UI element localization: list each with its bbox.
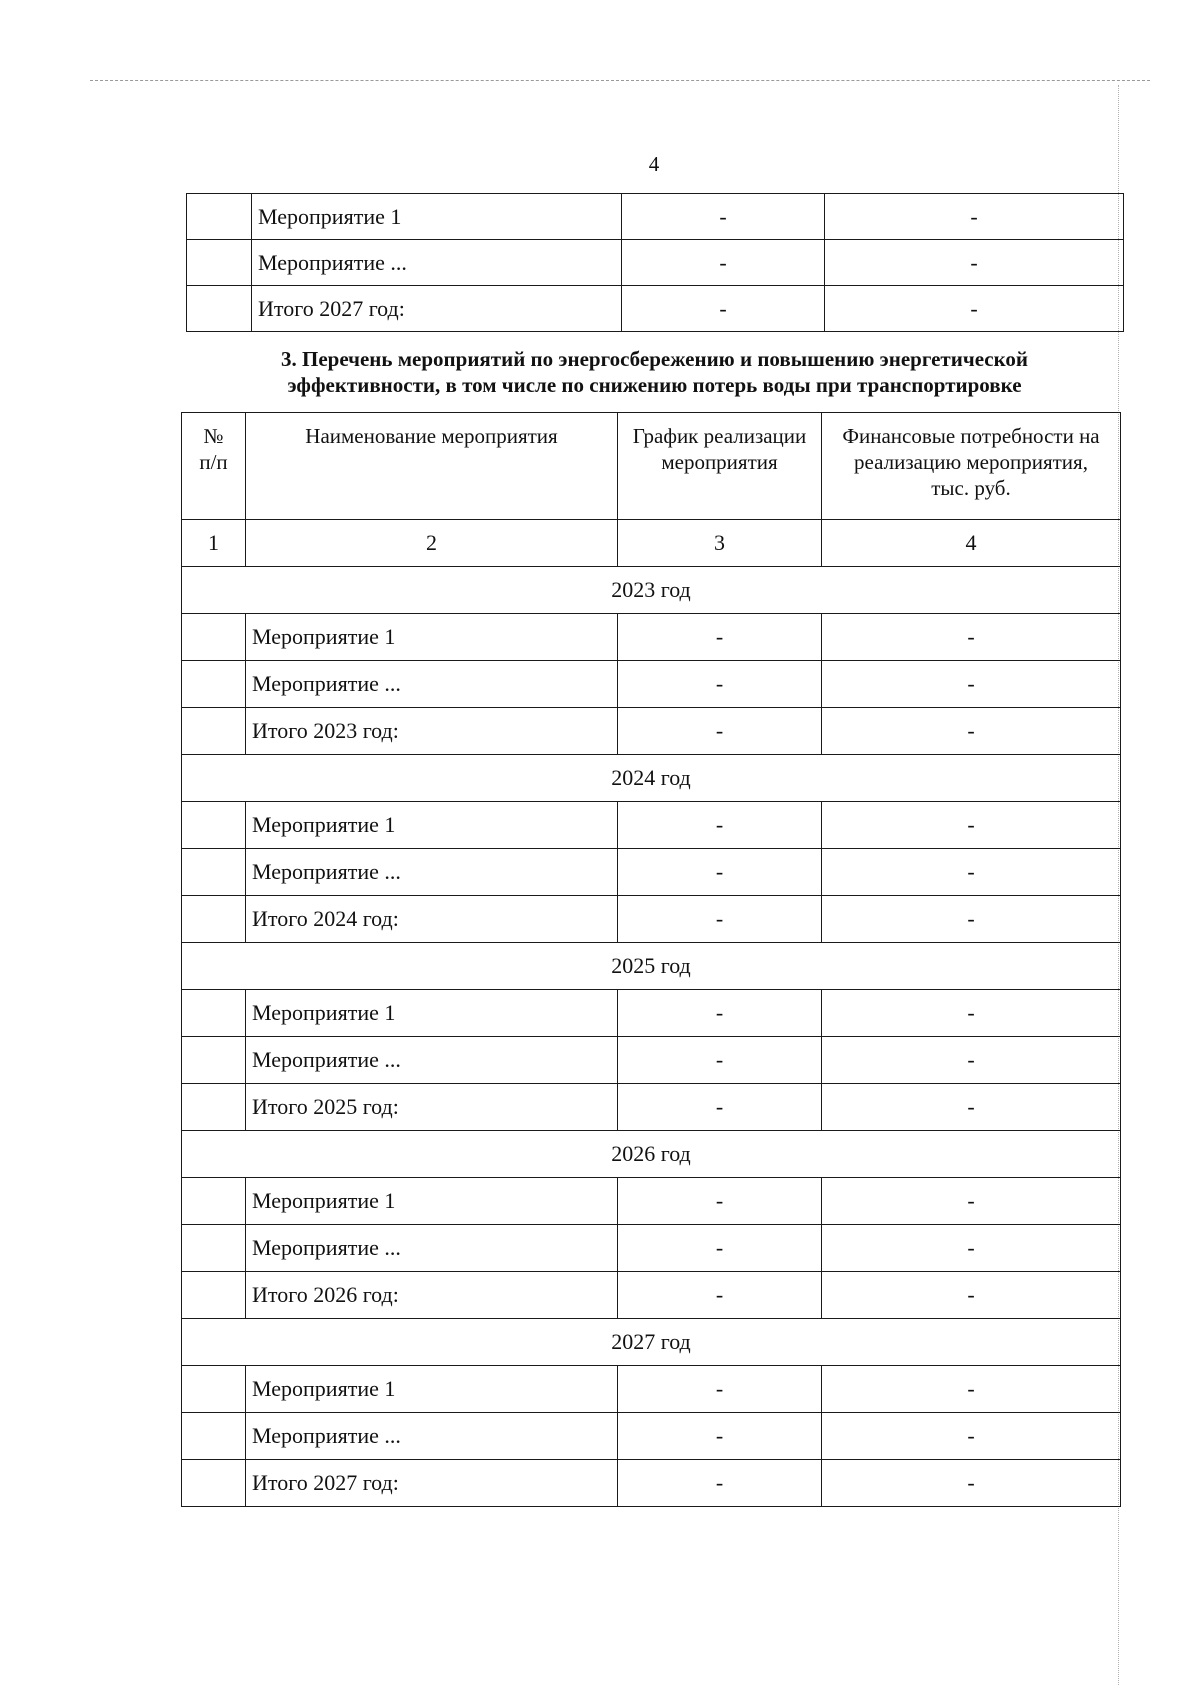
year-label: 2023 год bbox=[182, 567, 1121, 614]
year-row bbox=[182, 1319, 1121, 1366]
total-name-cell: Итого 2025 год: bbox=[246, 1084, 618, 1131]
finance-cell: - bbox=[822, 802, 1121, 849]
finance-cell: - bbox=[822, 1366, 1121, 1413]
measure-name-cell: Мероприятие ... bbox=[246, 1413, 618, 1460]
row-number-cell bbox=[182, 1084, 246, 1131]
row-number-cell bbox=[182, 1366, 246, 1413]
finance-cell: - bbox=[822, 708, 1121, 755]
finance-cell: - bbox=[822, 990, 1121, 1037]
finance-cell: - bbox=[822, 1460, 1121, 1507]
finance-cell: - bbox=[825, 286, 1124, 332]
finance-cell: - bbox=[822, 1084, 1121, 1131]
row-number-cell bbox=[182, 1413, 246, 1460]
schedule-cell: - bbox=[618, 1178, 822, 1225]
row-number-cell bbox=[187, 194, 252, 240]
header-text: мероприятия bbox=[661, 450, 778, 474]
column-number: 2 bbox=[246, 520, 618, 567]
measure-name-cell: Мероприятие 1 bbox=[246, 990, 618, 1037]
schedule-cell: - bbox=[618, 849, 822, 896]
measure-name-cell: Мероприятие ... bbox=[246, 1037, 618, 1084]
total-name-cell: Итого 2023 год: bbox=[246, 708, 618, 755]
year-label: 2027 год bbox=[182, 1319, 1121, 1366]
row-number-cell bbox=[182, 1225, 246, 1272]
schedule-cell: - bbox=[622, 194, 825, 240]
header-text: Наименование мероприятия bbox=[305, 424, 558, 448]
measure-name-cell: Мероприятие ... bbox=[246, 1225, 618, 1272]
row-number-cell bbox=[182, 802, 246, 849]
row-number-cell bbox=[182, 1460, 246, 1507]
total-name-cell: Итого 2027 год: bbox=[246, 1460, 618, 1507]
table-row bbox=[187, 194, 1124, 240]
table-row bbox=[182, 661, 1121, 708]
table-row bbox=[182, 1413, 1121, 1460]
finance-cell: - bbox=[822, 661, 1121, 708]
table-row bbox=[182, 1037, 1121, 1084]
column-number: 4 bbox=[822, 520, 1121, 567]
schedule-cell: - bbox=[618, 1460, 822, 1507]
measure-name-cell: Мероприятие ... bbox=[246, 849, 618, 896]
table-header-row bbox=[182, 413, 1121, 520]
schedule-cell: - bbox=[622, 286, 825, 332]
row-number-cell bbox=[187, 286, 252, 332]
schedule-cell: - bbox=[618, 1413, 822, 1460]
column-number: 3 bbox=[618, 520, 822, 567]
schedule-cell: - bbox=[618, 661, 822, 708]
header-text: Финансовые потребности на bbox=[842, 424, 1100, 448]
table-row bbox=[182, 708, 1121, 755]
table-row bbox=[182, 1225, 1121, 1272]
schedule-cell: - bbox=[618, 896, 822, 943]
schedule-cell: - bbox=[618, 990, 822, 1037]
finance-cell: - bbox=[822, 1272, 1121, 1319]
measure-name-cell: Мероприятие 1 bbox=[246, 614, 618, 661]
row-number-cell bbox=[182, 849, 246, 896]
section-title bbox=[186, 346, 1123, 398]
table-row bbox=[182, 849, 1121, 896]
measure-name-cell: Мероприятие ... bbox=[252, 240, 622, 286]
schedule-cell: - bbox=[618, 614, 822, 661]
table-row bbox=[187, 240, 1124, 286]
row-number-cell bbox=[182, 1178, 246, 1225]
section-title-line: эффективности, в том числе по снижению потерь воды при транспортировке bbox=[287, 373, 1022, 397]
year-row bbox=[182, 943, 1121, 990]
schedule-cell: - bbox=[618, 1366, 822, 1413]
finance-cell: - bbox=[822, 849, 1121, 896]
column-number-row bbox=[182, 520, 1121, 567]
header-finance bbox=[822, 413, 1121, 520]
table-row bbox=[182, 990, 1121, 1037]
column-number: 1 bbox=[182, 520, 246, 567]
year-label: 2024 год bbox=[182, 755, 1121, 802]
year-row bbox=[182, 1131, 1121, 1178]
finance-cell: - bbox=[822, 1178, 1121, 1225]
header-text: тыс. руб. bbox=[931, 476, 1011, 500]
table-row bbox=[182, 614, 1121, 661]
row-number-cell bbox=[182, 1272, 246, 1319]
row-number-cell bbox=[182, 1037, 246, 1084]
table-row bbox=[187, 286, 1124, 332]
finance-cell: - bbox=[822, 1037, 1121, 1084]
header-name bbox=[246, 413, 618, 520]
measure-name-cell: Мероприятие 1 bbox=[246, 1366, 618, 1413]
row-number-cell bbox=[187, 240, 252, 286]
table-row bbox=[182, 1460, 1121, 1507]
finance-cell: - bbox=[822, 896, 1121, 943]
year-label: 2026 год bbox=[182, 1131, 1121, 1178]
header-text: № bbox=[203, 424, 224, 448]
table-row bbox=[182, 1084, 1121, 1131]
row-number-cell bbox=[182, 896, 246, 943]
header-text: График реализации bbox=[632, 424, 807, 448]
schedule-cell: - bbox=[618, 1225, 822, 1272]
header-text: реализацию мероприятия, bbox=[854, 450, 1088, 474]
scan-top-rule bbox=[90, 80, 1150, 81]
schedule-cell: - bbox=[618, 802, 822, 849]
total-name-cell: Итого 2027 год: bbox=[252, 286, 622, 332]
header-text: п/п bbox=[199, 450, 228, 474]
row-number-cell bbox=[182, 661, 246, 708]
table-row bbox=[182, 1272, 1121, 1319]
measure-name-cell: Мероприятие 1 bbox=[246, 802, 618, 849]
header-num bbox=[182, 413, 246, 520]
finance-cell: - bbox=[822, 1225, 1121, 1272]
header-schedule bbox=[618, 413, 822, 520]
schedule-cell: - bbox=[622, 240, 825, 286]
measures-table bbox=[181, 412, 1121, 1507]
carry-over-table bbox=[186, 193, 1124, 332]
row-number-cell bbox=[182, 990, 246, 1037]
row-number-cell bbox=[182, 708, 246, 755]
year-row bbox=[182, 755, 1121, 802]
schedule-cell: - bbox=[618, 1037, 822, 1084]
measure-name-cell: Мероприятие 1 bbox=[246, 1178, 618, 1225]
finance-cell: - bbox=[825, 194, 1124, 240]
schedule-cell: - bbox=[618, 708, 822, 755]
table-row bbox=[182, 896, 1121, 943]
measure-name-cell: Мероприятие ... bbox=[246, 661, 618, 708]
table-row bbox=[182, 1366, 1121, 1413]
row-number-cell bbox=[182, 614, 246, 661]
table-row bbox=[182, 802, 1121, 849]
year-row bbox=[182, 567, 1121, 614]
schedule-cell: - bbox=[618, 1272, 822, 1319]
schedule-cell: - bbox=[618, 1084, 822, 1131]
finance-cell: - bbox=[822, 1413, 1121, 1460]
total-name-cell: Итого 2024 год: bbox=[246, 896, 618, 943]
finance-cell: - bbox=[822, 614, 1121, 661]
page-number: 4 bbox=[648, 152, 660, 176]
measure-name-cell: Мероприятие 1 bbox=[252, 194, 622, 240]
total-name-cell: Итого 2026 год: bbox=[246, 1272, 618, 1319]
finance-cell: - bbox=[825, 240, 1124, 286]
table-row bbox=[182, 1178, 1121, 1225]
year-label: 2025 год bbox=[182, 943, 1121, 990]
section-title-line: 3. Перечень мероприятий по энергосбережению и повышению энергетической bbox=[280, 347, 1029, 371]
